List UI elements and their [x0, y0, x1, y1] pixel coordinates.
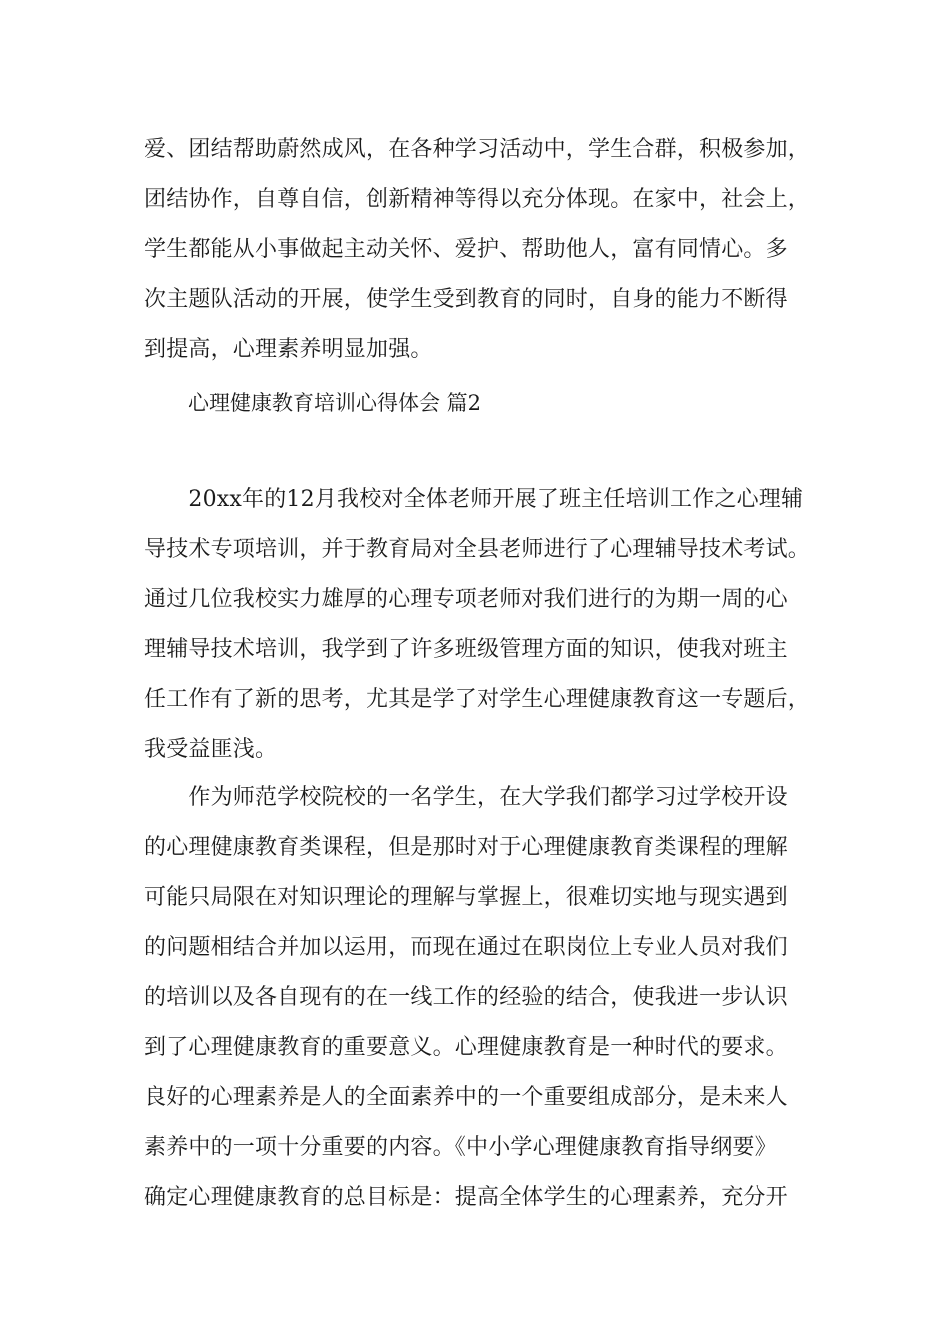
- paragraph-line: 到了心理健康教育的重要意义。心理健康教育是一种时代的要求。: [144, 1035, 788, 1060]
- paragraph-line: 素养中的一项十分重要的内容。《中小学心理健康教育指导纲要》: [144, 1135, 777, 1160]
- paragraph-line: 理辅导技术培训，我学到了许多班级管理方面的知识，使我对班主: [144, 637, 788, 662]
- paragraph-line: 20xx年的12月我校对全体老师开展了班主任培训工作之心理辅: [144, 487, 804, 512]
- paragraph-line: 次主题队活动的开展，使学生受到教育的同时，自身的能力不断得: [144, 287, 788, 312]
- paragraph-line: 通过几位我校实力雄厚的心理专项老师对我们进行的为期一周的心: [144, 587, 788, 612]
- paragraph-line: 的问题相结合并加以运用，而现在通过在职岗位上专业人员对我们: [144, 935, 788, 960]
- paragraph-line: 任工作有了新的思考，尤其是学了对学生心理健康教育这一专题后，: [144, 687, 811, 712]
- paragraph-3: [144, 773, 814, 1223]
- section-heading: 心理健康教育培训心得体会 篇2: [188, 391, 482, 415]
- paragraph-line: 可能只局限在对知识理论的理解与掌握上，很难切实地与现实遇到: [144, 885, 788, 910]
- paragraph-line: 的心理健康教育类课程，但是那时对于心理健康教育类课程的理解: [144, 835, 788, 860]
- paragraph-line: 良好的心理素养是人的全面素养中的一个重要组成部分，是未来人: [144, 1085, 788, 1110]
- paragraph-line: 爱、团结帮助蔚然成风，在各种学习活动中，学生合群，积极参加，: [144, 137, 811, 162]
- paragraph-line: 团结协作，自尊自信，创新精神等得以充分体现。在家中，社会上，: [144, 187, 811, 212]
- paragraph-line: 我受益匪浅。: [144, 737, 278, 762]
- paragraph-line: 作为师范学校院校的一名学生，在大学我们都学习过学校开设: [144, 785, 788, 810]
- paragraph-2: [144, 475, 814, 775]
- paragraph-line: 导技术专项培训，并于教育局对全县老师进行了心理辅导技术考试。: [144, 537, 811, 562]
- paragraph-line: 学生都能从小事做起主动关怀、爱护、帮助他人，富有同情心。多: [144, 237, 788, 262]
- paragraph-line: 到提高，心理素养明显加强。: [144, 337, 433, 362]
- paragraph-1: [144, 125, 814, 375]
- paragraph-line: 的培训以及各自现有的在一线工作的经验的结合，使我进一步认识: [144, 985, 788, 1010]
- paragraph-line: 确定心理健康教育的总目标是：提高全体学生的心理素养，充分开: [144, 1185, 788, 1210]
